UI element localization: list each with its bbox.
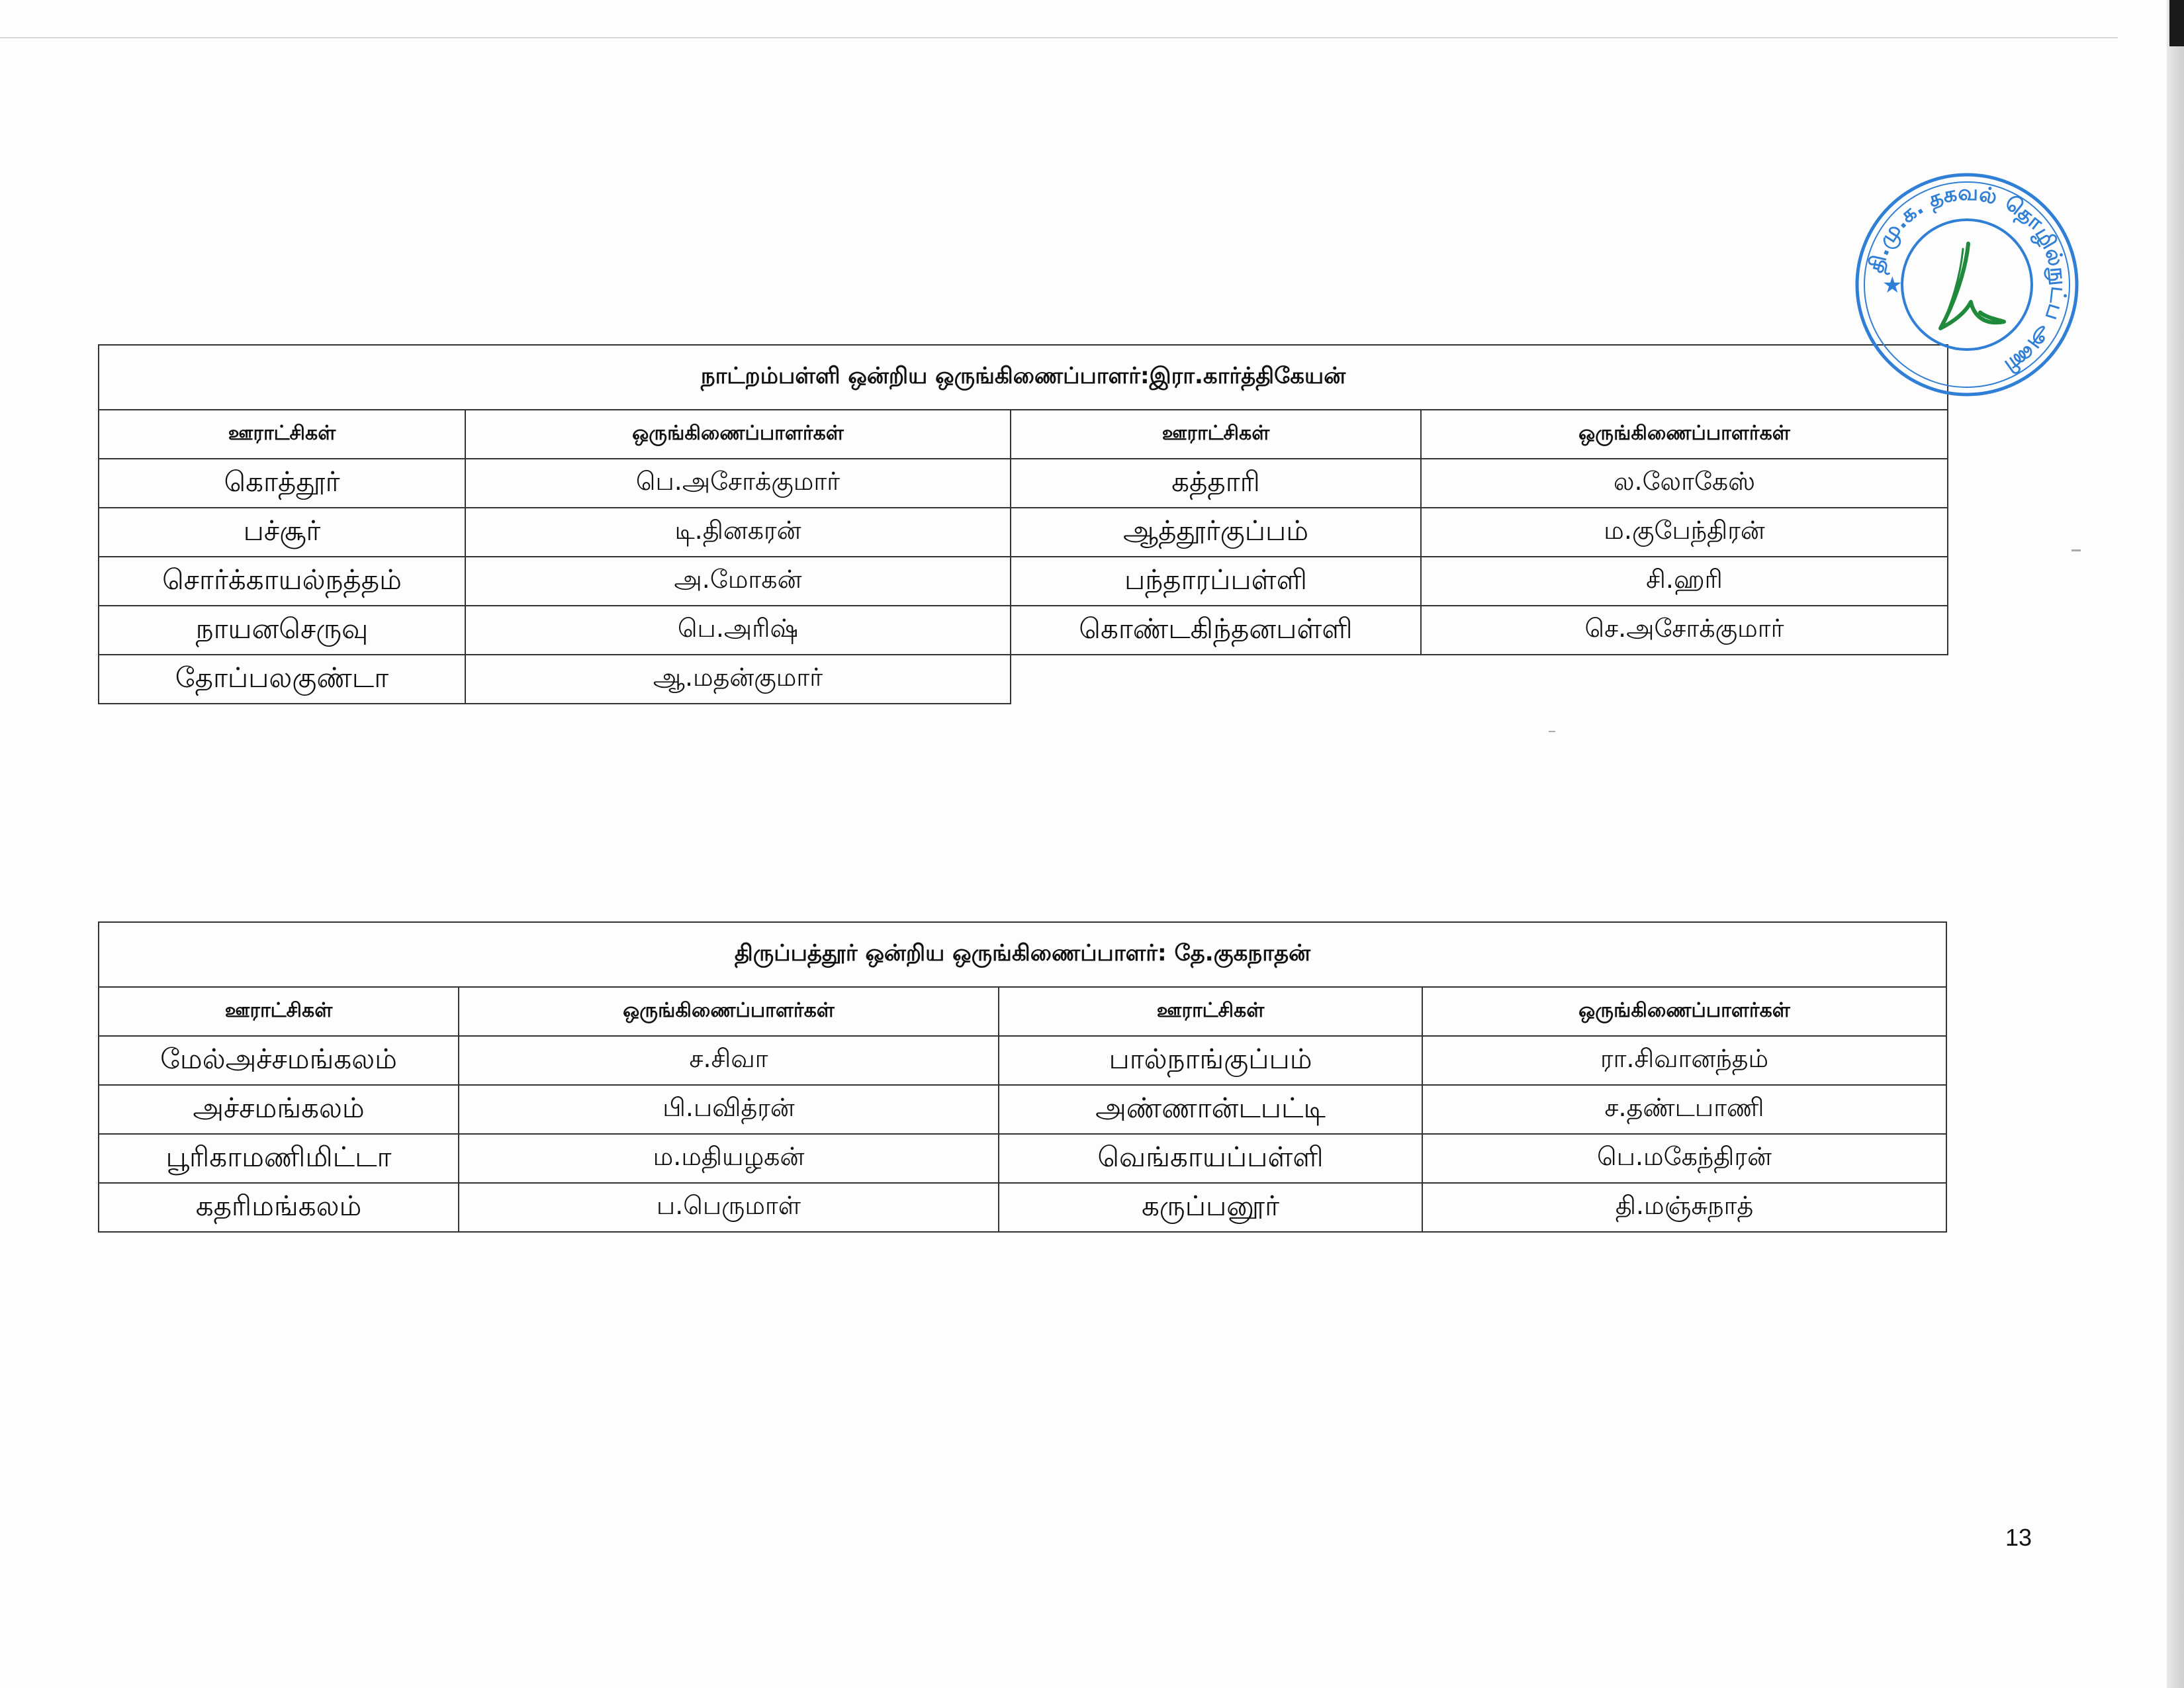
seal-inner-ring [1902,220,2032,350]
coordinator-cell: டி.தினகரன் [465,508,1011,557]
coordinator-cell: ச.சிவா [459,1036,999,1085]
column-header-coordinator: ஒருங்கிணைப்பாளர்கள் [459,987,999,1036]
village-cell: மேல்அச்சமங்கலம் [99,1036,459,1085]
seal-text: தி.மு.க. தகவல் தொழில்நுட்ப அணி [1863,179,2072,379]
coordinator-cell: ஆ.மதன்குமார் [465,655,1011,704]
signature-icon [1940,244,2004,328]
coordinator-cell: பெ.அரிஷ் [465,606,1011,655]
table-header-row [99,410,1948,459]
seal-stamp-icon [1854,172,2079,397]
coordinator-cell: தி.மஞ்சுநாத் [1422,1183,1946,1232]
column-header-village: ஊராட்சிகள் [999,987,1422,1036]
table-row [99,557,1948,606]
coordinator-cell: பெ.அசோக்குமார் [465,459,1011,508]
column-header-coordinator: ஒருங்கிணைப்பாளர்கள் [1421,410,1948,459]
empty-cell [1011,655,1948,704]
table-title-row [99,345,1948,410]
page-number: 13 [2005,1524,2032,1551]
coordinator-cell: பி.பவித்ரன் [459,1085,999,1134]
stray-mark [2071,549,2081,551]
coordinator-cell: ச.தண்டபாணி [1422,1085,1946,1134]
village-cell: பச்சூர் [99,508,465,557]
village-cell: அண்ணான்டபட்டி [999,1085,1422,1134]
table-row [99,1036,1946,1085]
village-cell: பந்தாரப்பள்ளி [1011,557,1421,606]
natrampalli-coordinators-table [98,344,1948,704]
scan-corner-mark [2169,0,2184,46]
village-cell: நாயனசெருவு [99,606,465,655]
village-cell: கொத்தூர் [99,459,465,508]
village-cell: தோப்பலகுண்டா [99,655,465,704]
village-cell: சொர்க்காயல்நத்தம் [99,557,465,606]
column-header-coordinator: ஒருங்கிணைப்பாளர்கள் [465,410,1011,459]
village-cell: கருப்பனூர் [999,1183,1422,1232]
coordinator-cell: ரா.சிவானந்தம் [1422,1036,1946,1085]
column-header-coordinator: ஒருங்கிணைப்பாளர்கள் [1422,987,1946,1036]
table-row [99,1134,1946,1183]
coordinator-cell: ல.லோகேஸ் [1421,459,1948,508]
table-row [99,459,1948,508]
table-row [99,1085,1946,1134]
village-cell: கத்தாரி [1011,459,1421,508]
coordinator-cell: பெ.மகேந்திரன் [1422,1134,1946,1183]
table-title-row [99,922,1946,987]
stray-mark [1549,731,1555,732]
coordinator-cell: ம.குபேந்திரன் [1421,508,1948,557]
village-cell: பால்நாங்குப்பம் [999,1036,1422,1085]
village-cell: அச்சமங்கலம் [99,1085,459,1134]
village-cell: வெங்காயப்பள்ளி [999,1134,1422,1183]
coordinator-cell: செ.அசோக்குமார் [1421,606,1948,655]
village-cell: கொண்டகிந்தனபள்ளி [1011,606,1421,655]
table-row [99,606,1948,655]
coordinator-cell: ம.மதியழகன் [459,1134,999,1183]
table-row [99,655,1948,704]
column-header-village: ஊராட்சிகள் [99,987,459,1036]
tirupattur-coordinators-table [98,921,1947,1233]
village-cell: கதரிமங்கலம் [99,1183,459,1232]
column-header-village: ஊராட்சிகள் [99,410,465,459]
village-cell: பூரிகாமணிமிட்டா [99,1134,459,1183]
coordinator-cell: சி.ஹரி [1421,557,1948,606]
coordinator-cell: அ.மோகன் [465,557,1011,606]
scan-top-edge [0,37,2118,38]
column-header-village: ஊராட்சிகள் [1011,410,1421,459]
seal-star-icon: ★ [1882,272,1903,299]
table-title: நாட்றம்பள்ளி ஒன்றிய ஒருங்கிணைப்பாளர்:இரா.கார்த்திகேயன் [99,345,1948,410]
table-title: திருப்பத்தூர் ஒன்றிய ஒருங்கிணைப்பாளர்: தே.குகநாதன் [99,922,1946,987]
table-row [99,508,1948,557]
scan-right-edge [2167,0,2184,1688]
table-header-row [99,987,1946,1036]
table-row [99,1183,1946,1232]
coordinator-cell: ப.பெருமாள் [459,1183,999,1232]
village-cell: ஆத்தூர்குப்பம் [1011,508,1421,557]
